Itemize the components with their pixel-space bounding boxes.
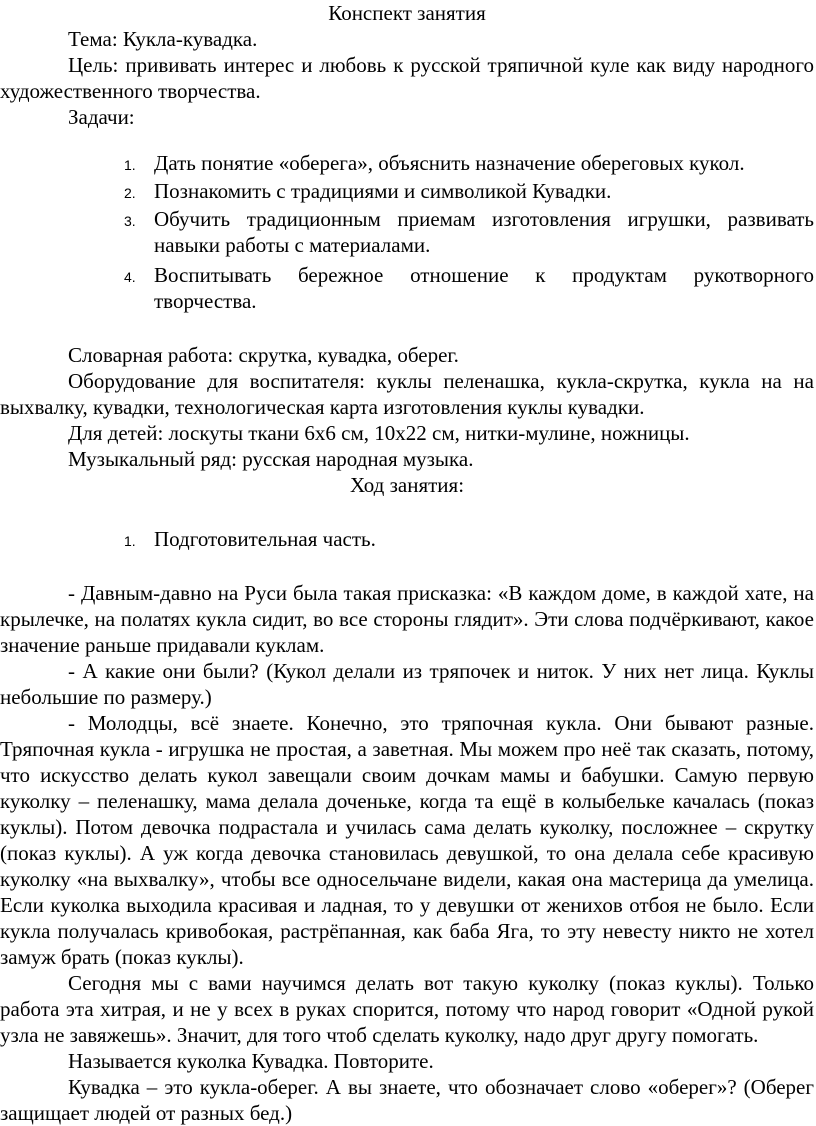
body-paragraph: Называется куколка Кувадка. Повторите.: [68, 1049, 434, 1073]
equipment-paragraph: Оборудование для воспитателя: куклы пеленашка, кукла-скрутка, кукла на на выхвалку, кувадки, технологическая карта изготовления куклы кувадки.: [0, 369, 814, 419]
music-line: Музыкальный ряд: русская народная музыка.: [68, 447, 474, 471]
task-number: 4.: [124, 269, 136, 285]
children-materials-line: Для детей: лоскуты ткани 6х6 см, 10х22 см, нитки-мулине, ножницы.: [68, 421, 690, 445]
section-list: [0, 526, 814, 552]
body-paragraph: - Молодцы, всё знаете. Конечно, это тряпочная кукла. Они бывают разные. Тряпочная кукла - игрушка не простая, а заветная. Мы можем про неё так сказать, потому, что искусство делать кукол завещали своим дочкам мамы и бабушки. Самую первую куколку – пеленашку, мама делала доченьке, когда та ещё в колыбельке качалась (показ куклы). Потом девочка подрастала и училась сама делать куколку, посложнее – скрутку (показ куклы). А уж когда девочка становилась девушкой, то она делала себе красивую куколку «на выхвалку», чтобы все односельчане видели, какая она мастерица да умелица. Если куколка выходила красивая и ладная, то у девушки от женихов отбоя не было. Если кукла получалась кривобокая, растрёпанная, как баба Яга, то эту невесту никто не хотел замуж брать (показ куклы).: [0, 711, 814, 969]
document-title: Конспект занятия: [328, 1, 486, 25]
task-item: [0, 206, 814, 258]
tasks-label: Задачи:: [68, 105, 135, 129]
task-number: 2.: [124, 185, 136, 201]
vocabulary-line: Словарная работа: скрутка, кувадка, оберег.: [68, 343, 459, 367]
task-item: [0, 150, 814, 176]
section-text: Подготовительная часть.: [154, 527, 376, 551]
task-text: Дать понятие «оберега», объяснить назначение обереговых кукол.: [154, 151, 745, 175]
body-paragraph: Сегодня мы с вами научимся делать вот такую куколку (показ куклы). Только работа эта хитрая, и не у всех в руках спорится, потому что народ говорит «Одной рукой узла не завяжешь». Значит, для того чтоб сделать куколку, надо друг другу помогать.: [0, 971, 814, 1047]
task-text: Познакомить с традициями и символикой Кувадки.: [154, 179, 612, 203]
body-paragraph: - А какие они были? (Кукол делали из тряпочек и ниток. У них нет лица. Куклы небольшие по размеру.): [0, 659, 814, 709]
task-item: [0, 262, 814, 314]
task-number: 3.: [124, 213, 136, 229]
task-text: Воспитывать бережное отношение к продуктам рукотворного творчества.: [154, 263, 814, 313]
topic-line: Тема: Кукла-кувадка.: [68, 27, 258, 51]
tasks-list: [0, 150, 814, 314]
lesson-heading: Ход занятия:: [349, 473, 465, 497]
body-paragraph: - Давным-давно на Руси была такая присказка: «В каждом доме, в каждой хате, на крылечке, на полатях кукла сидит, во все стороны глядит». Эти слова подчёркивают, какое значение раньше придавали куклам.: [0, 581, 814, 657]
section-number: 1.: [124, 533, 136, 549]
task-item: [0, 178, 814, 204]
body-paragraph: Кувадка – это кукла-оберег. А вы знаете, что обозначает слово «оберег»? (Оберег защищает людей от разных бед.): [0, 1075, 814, 1125]
task-text: Обучить традиционным приемам изготовления игрушки, развивать навыки работы с материалами.: [154, 207, 814, 257]
goal-paragraph: Цель: прививать интерес и любовь к русской тряпичной куле как виду народного художественного творчества.: [0, 53, 814, 103]
task-number: 1.: [124, 157, 136, 173]
section-item: [0, 526, 814, 552]
